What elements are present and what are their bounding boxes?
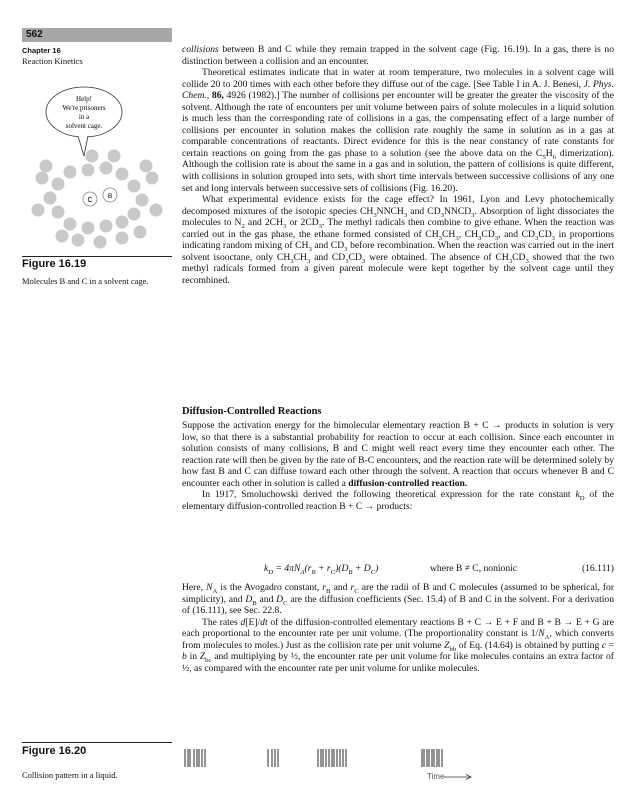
time-axis-label: Time [427, 772, 445, 781]
body-column-top [182, 44, 614, 286]
molecule-c-label: C [87, 197, 93, 204]
bubble-text-3: in a [78, 113, 90, 121]
solvent-molecule [100, 220, 113, 233]
solvent-molecule [108, 150, 121, 163]
paragraph-1: collisions between B and C while they remain trapped in the solvent cage (Fig. 16.19). In a gas, there is no distinction between a collision and an encounter. [182, 44, 614, 67]
paragraph-7: The rates d[E]/dt of the diffusion-controlled elementary reactions B + C → E + F and B + B → E + G are each proportional to the encounter rate per unit volume. (The proportionality constant is $1/N_A$, which converts from molecules to moles.) Just as the collision rate per unit volume $Z_{bb}$ of Eq. (14.64) is obtained by putting c = b in $Z_{bc}$ and multiplying by ½, the encounter rate per unit volume for like molecules contains an extra factor of ½, as compared with the encounter rate per unit volume for unlike molecules. [182, 616, 615, 674]
solvent-molecule [136, 194, 149, 207]
figure-16-20-illustration [182, 745, 614, 785]
figure-16-20-title: Figure 16.20 [22, 745, 87, 757]
page-number-bar [22, 28, 172, 42]
paragraph-5: In 1917, Smoluchowski derived the following theoretical expression for the rate constant $k_D$ of the elementary diffusion-controlled reaction B + C → products: [182, 489, 614, 512]
paragraph-3: What experimental evidence exists for the cage effect? In 1961, Lyon and Levy photochemically decomposed mixtures of the isotopic species $CH_3NNCH_3$ and $CD_3NNCD_3$. Absorption of light dissociates the molecules to $N_2$ and $2CH_3$ or $2CD_3$. The methyl radicals then combine to give ethane. When the reaction was carried out in the gas phase, the ethane formed consisted of $CH_3CH_3$, $CH_3CD_3$, and $CD_3CD_3$ in proportions indicating random mixing of $CH_3$ and $CD_3$ before recombination. When the reaction was carried out in the inert solvent isooctane, only $CH_3CH_3$ and $CD_3CD_3$ were obtained. The absence of $CH_3CD_3$ showed that the two methyl radicals formed from a given parent molecule were kept together by the solvent cage until they recombined. [182, 194, 615, 286]
figure-16-19-title: Figure 16.19 [22, 258, 87, 270]
bubble-text-1: Help! [76, 95, 92, 103]
collision-ticks [185, 749, 442, 767]
page-number: 562 [26, 29, 43, 40]
equation-expression: $k_D = 4\pi N_A(r_B + r_C)(D_B + D_C)$ [264, 563, 379, 576]
bubble-text-2: We're prisoners [62, 104, 106, 112]
solvent-molecule [52, 178, 65, 191]
solvent-molecule [56, 230, 69, 243]
solvent-molecule [40, 160, 53, 173]
solvent-molecule [82, 164, 95, 177]
equation-16-111 [182, 562, 614, 576]
solvent-molecule [116, 232, 129, 245]
solvent-molecule [94, 236, 107, 249]
solvent-molecule [36, 172, 49, 185]
solvent-molecule [146, 172, 159, 185]
solvent-molecule [32, 204, 45, 217]
bubble-text-4: solvent cage. [65, 122, 103, 130]
body-column-middle [182, 420, 614, 512]
figure-16-19-caption: Molecules B and C in a solvent cage. [22, 276, 149, 286]
solvent-molecule [44, 192, 57, 205]
chapter-title: Reaction Kinetics [22, 56, 83, 66]
paragraph-4: Suppose the activation energy for the bimolecular elementary reaction B + C → products in solution is very low, so that there is a substantial probability for reaction to occur at each collision. Since each encounter in solution consists of many collisions, B and C might well react every time they encounter each other. The reaction rate will then be given by the rate of B-C encounters, and the reaction rate will be determined solely by how fast B and C can diffuse toward each other through the solvent. A reaction that occurs whenever B and C encounter each other in solution is called a diffusion-controlled reaction. [182, 420, 614, 489]
solvent-molecule [128, 208, 141, 221]
solvent-molecule [134, 226, 147, 239]
equation-number: (16.111) [581, 563, 614, 574]
solvent-molecule [128, 180, 141, 193]
body-column-bottom [182, 582, 614, 674]
equation-condition: where B ≠ C, nonionic [430, 563, 518, 574]
figure-16-19-illustration [22, 86, 172, 254]
solvent-molecule [86, 150, 99, 163]
solvent-molecule [64, 218, 77, 231]
solvent-molecule [82, 222, 95, 235]
solvent-molecule [72, 234, 85, 247]
paragraph-2: Theoretical estimates indicate that in water at room temperature, two molecules in a solvent cage will collide 20 to 200 times with each other before they diffuse out of the cage. [See Table I in A. J. Benesi, J. Phys. Chem., 86, 4926 (1982).] The number of collisions per encounter will be greater the greater the viscosity of the solvent. Although the rate of encounters per unit volume between pairs of solute molecules in a liquid solution is much less than the corresponding rate of collisions in a gas, the compensating effect of a large number of collisions per encounter in solution makes the collision rate roughly the same in solution as in a gas at comparable concentrations of reactants. Direct evidence for this is the near constancy of rate constants for certain reactions on going from the gas phase to a solution (see the above data on the $C_5H_6$ dimerization). Although the collision rate is about the same in a gas and in solution, the pattern of collisions is quite different, with collisions in solution grouped into sets, with short time intervals between successive collisions of any one set and long intervals between successive sets of collisions (Fig. 16.20). [182, 67, 614, 194]
solvent-molecule [100, 162, 113, 175]
solvent-molecule [116, 168, 129, 181]
chapter-label: Chapter 16 [22, 46, 61, 55]
figure-16-20-caption: Collision pattern in a liquid. [22, 770, 118, 780]
solvent-molecule [116, 216, 129, 229]
solvent-molecule [52, 206, 65, 219]
solvent-molecule [150, 204, 163, 217]
molecule-b-label: B [107, 193, 113, 200]
paragraph-6: Here, $N_A$ is the Avogadro constant, $r_B$ and $r_C$ are the radii of B and C molecules (assumed to be spherical, for simplicity), and $D_B$ and $D_C$ are the diffusion coefficients (Sec. 15.4) of B and C in the solvent. For a derivation of (16.111), see Sec. 22.8. [182, 582, 615, 617]
section-title: Diffusion-Controlled Reactions [182, 406, 322, 417]
solvent-molecule [64, 166, 77, 179]
figure-16-19-rule [22, 256, 172, 257]
solvent-molecule [140, 160, 153, 173]
figure-16-20-rule [22, 742, 172, 743]
